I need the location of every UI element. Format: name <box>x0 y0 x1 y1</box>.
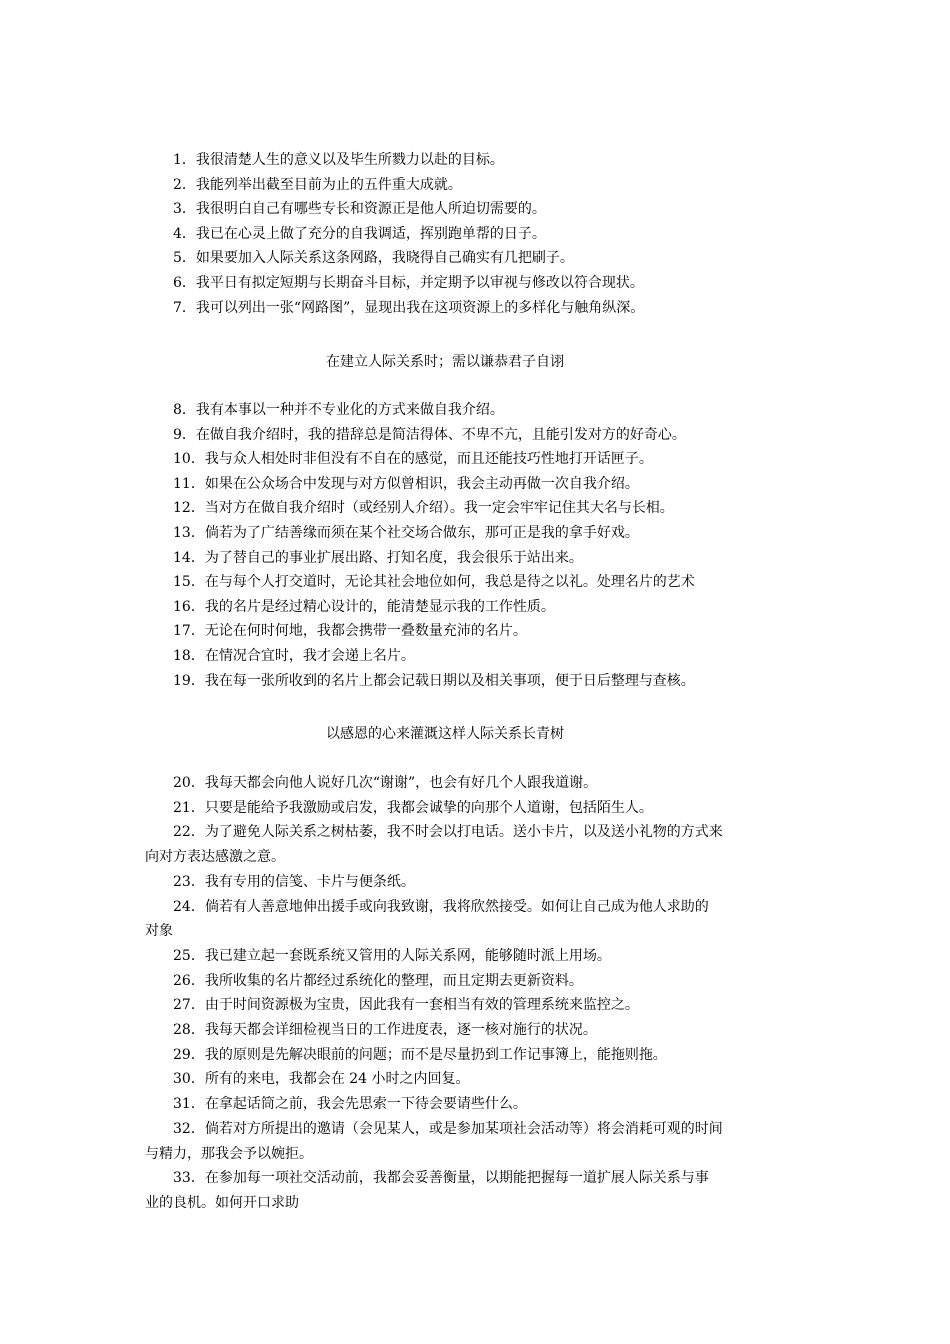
section-heading-2: 在建立人际关系时；需以谦恭君子自诩 <box>326 354 564 370</box>
list-item: 14．为了替自己的事业扩展出路、打知名度，我会很乐于站出来。 <box>173 549 583 566</box>
list-item: 28．我每天都会详细检视当日的工作进度表，逐一核对施行的状况。 <box>173 1022 597 1039</box>
section-2-list <box>145 398 810 693</box>
list-item: 3．我很明白自己有哪些专长和资源正是他人所迫切需要的。 <box>173 201 546 218</box>
list-item: 19．我在每一张所收到的名片上都会记载日期以及相关事项，便于日后整理与查核。 <box>173 672 695 689</box>
list-item: 6．我平日有拟定短期与长期奋斗目标，并定期予以审视与修改以符合现状。 <box>173 274 644 291</box>
list-item: 22．为了避免人际关系之树枯萎，我不时会以打电话。送小卡片，以及送小礼物的方式来 <box>173 824 723 841</box>
list-item: 31．在拿起话筒之前，我会先思索一下待会要请些什么。 <box>173 1096 527 1113</box>
list-item: 9．在做自我介绍时，我的措辞总是简洁得体、不卑不亢，且能引发对方的好奇心。 <box>173 426 686 443</box>
list-item: 26．我所收集的名片都经过系统化的整理，而且定期去更新资料。 <box>173 972 583 989</box>
list-item: 17．无论在何时何地，我都会携带一叠数量充沛的名片。 <box>173 623 527 640</box>
list-item: 33．在参加每一项社交活动前，我都会妥善衡量，以期能把握每一道扩展人际关系与事 <box>173 1170 709 1187</box>
list-item: 12．当对方在做自我介绍时（或经别人介绍）。我一定会牢牢记住其大名与长相。 <box>173 500 674 517</box>
list-item: 1．我很清楚人生的意义以及毕生所戮力以赴的目标。 <box>173 152 504 168</box>
list-item: 15．在与每个人打交道时，无论其社会地位如何，我总是待之以礼。处理名片的艺术 <box>173 574 695 591</box>
list-item: 18．在情况合宜时，我才会递上名片。 <box>173 647 415 664</box>
section-1-list <box>145 148 810 320</box>
list-item: 30．所有的来电，我都会在 24 小时之内回复。 <box>173 1071 470 1088</box>
list-item-continuation: 对象 <box>145 923 173 940</box>
list-item: 5．如果要加入人际关系这条网路，我晓得自己确实有几把刷子。 <box>173 250 574 267</box>
list-item-continuation: 与精力，那我会予以婉拒。 <box>145 1145 313 1162</box>
list-item-continuation: 业的良机。如何开口求助 <box>145 1194 299 1211</box>
list-item: 16．我的名片是经过精心设计的，能清楚显示我的工作性质。 <box>173 598 555 615</box>
list-item: 4．我已在心灵上做了充分的自我调适，挥别跑单帮的日子。 <box>173 225 546 242</box>
list-item: 32．倘若对方所提出的邀请（会见某人，或是参加某项社会活动等）将会消耗可观的时间 <box>173 1120 723 1137</box>
list-item: 25．我已建立起一套既系统又管用的人际关系网，能够随时派上用场。 <box>173 947 611 964</box>
list-item: 29．我的原则是先解决眼前的问题；而不是尽量扔到工作记事簿上，能拖则拖。 <box>173 1046 667 1063</box>
list-item: 10．我与众人相处时非但没有不自在的感觉，而且还能技巧性地打开话匣子。 <box>173 451 653 468</box>
list-item: 21．只要是能给予我激励或启发，我都会诚挚的向那个人道谢，包括陌生人。 <box>173 799 653 816</box>
list-item: 2．我能列举出截至目前为止的五件重大成就。 <box>173 176 462 193</box>
list-item: 24．倘若有人善意地伸出援手或向我致谢，我将欣然接受。如何让自己成为他人求助的 <box>173 898 709 915</box>
list-item: 11．如果在公众场合中发现与对方似曾相识，我会主动再做一次自我介绍。 <box>173 475 639 492</box>
list-item-continuation: 向对方表达感激之意。 <box>145 849 285 866</box>
list-item: 20．我每天都会向他人说好几次“谢谢”，也会有好几个人跟我道谢。 <box>173 775 598 791</box>
list-item: 13．倘若为了广结善缘而须在某个社交场合做东，那可正是我的拿手好戏。 <box>173 524 639 541</box>
list-item: 27．由于时间资源极为宝贵，因此我有一套相当有效的管理系统来监控之。 <box>173 997 639 1014</box>
section-heading-3: 以感恩的心来灌溉这样人际关系长青树 <box>326 726 564 742</box>
list-item: 23．我有专用的信笺、卡片与便条纸。 <box>173 873 415 890</box>
list-item: 7．我可以列出一张“网路图”，显现出我在这项资源上的多样化与触角纵深。 <box>173 299 645 316</box>
list-item: 8．我有本事以一种并不专业化的方式来做自我介绍。 <box>173 402 504 418</box>
section-3-list <box>145 771 810 1216</box>
